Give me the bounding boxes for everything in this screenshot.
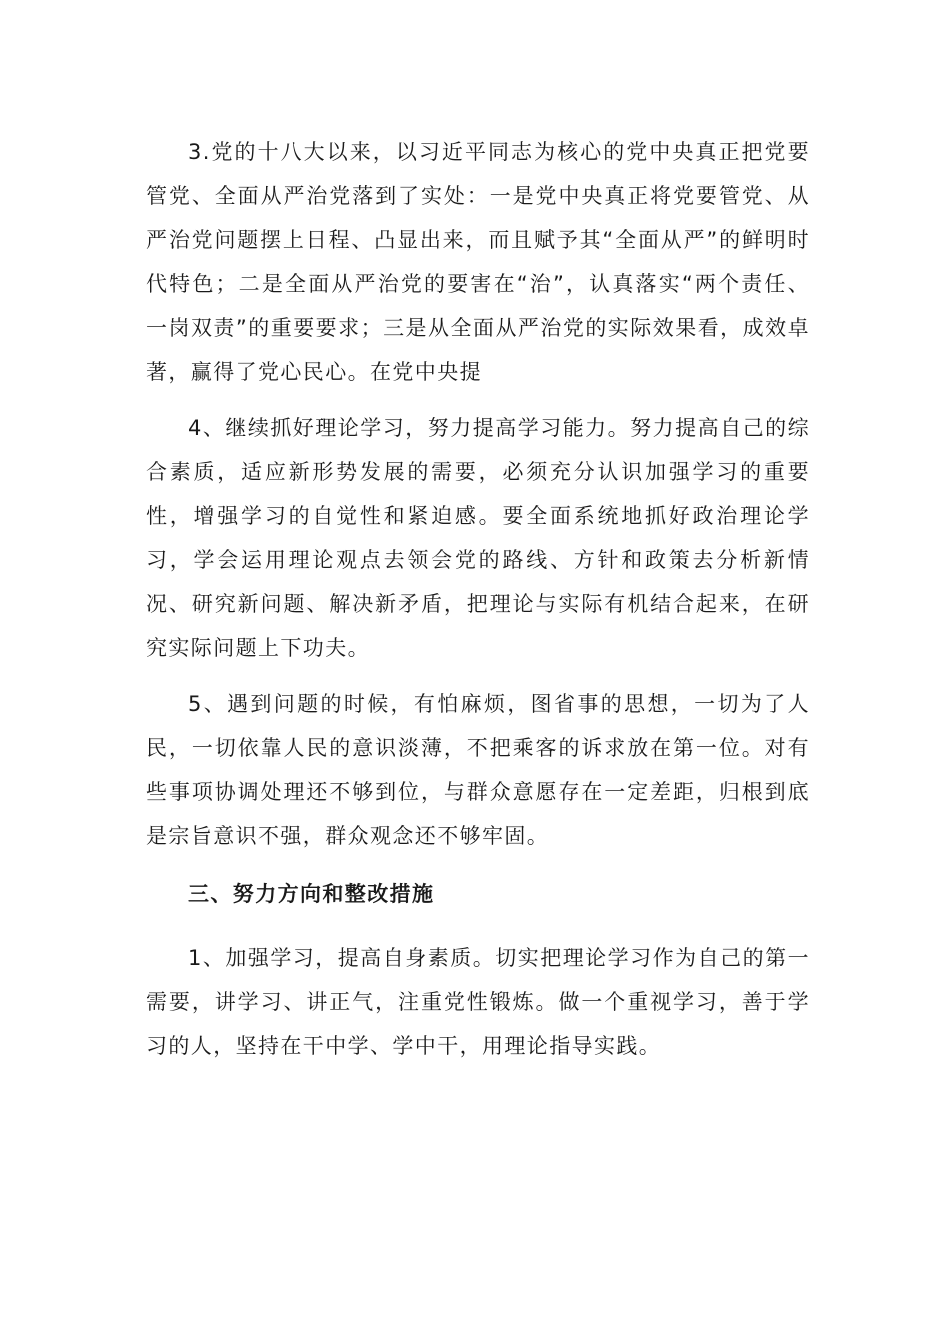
section-heading-rectification: 三、努力方向和整改措施 bbox=[188, 882, 435, 906]
document-body bbox=[146, 130, 810, 1068]
paragraph-theory-study: 4、继续抓好理论学习，努力提高学习能力。努力提高自己的综合素质，适应新形势发展的需要，必须充分认识加强学习的重要性，增强学习的自觉性和紧迫感。要全面系统地抓好政治理论学习，学会运用理论观点去领会党的路线、方针和政策去分析新情况、研究新问题、解决新矛盾，把理论与实际有机结合起来，在研究实际问题上下功夫。 bbox=[146, 416, 810, 660]
paragraph-problem-awareness: 5、遇到问题的时候，有怕麻烦，图省事的思想，一切为了人民，一切依靠人民的意识淡薄，不把乘客的诉求放在第一位。对有些事项协调处理还不够到位，与群众意愿存在一定差距，归根到底是宗旨意识不强，群众观念还不够牢固。 bbox=[146, 692, 810, 848]
paragraph-party-governance: 3.党的十八大以来，以习近平同志为核心的党中央真正把党要管党、全面从严治党落到了实处：一是党中央真正将党要管党、从严治党问题摆上日程、凸显出来，而且赋予其“全面从严”的鲜明时代特色；二是全面从严治党的要害在“治”，认真落实“两个责任、一岗双责”的重要要求；三是从全面从严治党的实际效果看，成效卓著，赢得了党心民心。在党中央提 bbox=[146, 140, 810, 384]
paragraph-strengthen-learning: 1、加强学习，提高自身素质。切实把理论学习作为自己的第一需要，讲学习、讲正气，注重党性锻炼。做一个重视学习，善于学习的人，坚持在干中学、学中干，用理论指导实践。 bbox=[146, 946, 810, 1058]
